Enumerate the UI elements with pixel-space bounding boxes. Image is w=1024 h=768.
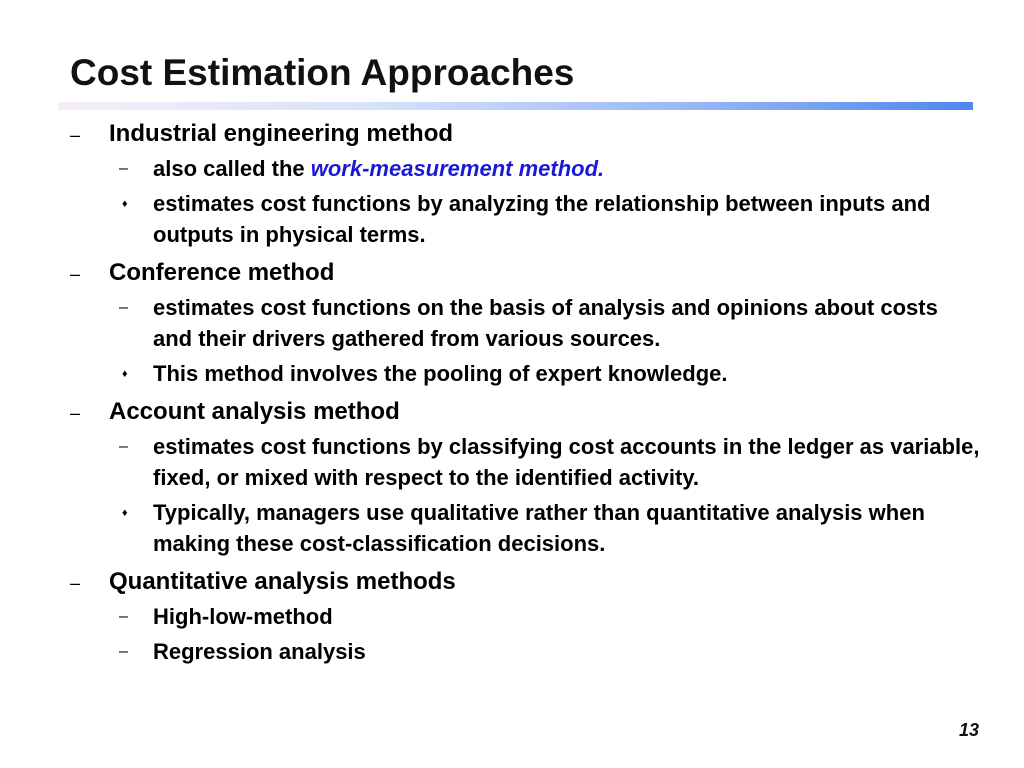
sub-bullet	[0, 153, 1000, 184]
title-divider	[58, 102, 973, 110]
dash-bullet-icon: –	[70, 125, 81, 145]
dash-bullet-icon: –	[119, 299, 128, 316]
sub-bullet	[0, 431, 1000, 493]
diamond-bullet-icon: ♦	[122, 368, 128, 380]
diamond-bullet-icon: ♦	[122, 507, 128, 519]
dash-bullet-icon: –	[119, 438, 128, 455]
sub-bullet-text: also called the	[153, 156, 311, 181]
sub-bullet-text: High-low-method	[153, 604, 333, 629]
sub-bullet-text: Typically, managers use qualitative rather than quantitative analysis when making these cost-classification decisions.	[153, 500, 925, 556]
sub-bullet	[0, 358, 1000, 389]
sub-bullet-text: estimates cost functions on the basis of analysis and opinions about costs and their drivers gathered from various sources.	[153, 295, 938, 351]
dash-bullet-icon: –	[119, 160, 128, 177]
bullet-conference-method	[0, 258, 1000, 288]
sub-bullet	[0, 188, 1000, 250]
dash-bullet-icon: –	[70, 403, 81, 423]
bullet-outline	[0, 119, 1000, 667]
sub-bullet	[0, 636, 1000, 667]
bullet-account-analysis-method	[0, 397, 1000, 427]
bullet-heading: Industrial engineering method	[109, 120, 454, 147]
dash-bullet-icon: –	[119, 608, 128, 625]
bullet-industrial-engineering-method	[0, 119, 1000, 149]
bullet-heading: Quantitative analysis methods	[109, 568, 456, 595]
emphasized-term: work-measurement method	[310, 156, 599, 181]
dash-bullet-icon: –	[70, 264, 81, 284]
slide-title: Cost Estimation Approaches	[70, 52, 575, 93]
page-number: 13	[958, 720, 979, 740]
bullet-quantitative-analysis-methods	[0, 567, 1000, 597]
emphasized-period: .	[598, 156, 605, 181]
sub-bullet	[0, 601, 1000, 632]
sub-bullet-text: estimates cost functions by classifying cost accounts in the ledger as variable, fixed, or mixed with respect to the identified activity.	[153, 434, 980, 490]
bullet-heading: Account analysis method	[109, 398, 400, 425]
dash-bullet-icon: –	[119, 643, 128, 660]
diamond-bullet-icon: ♦	[122, 198, 128, 210]
sub-bullet-text: This method involves the pooling of expert knowledge.	[153, 361, 728, 386]
sub-bullet-text: estimates cost functions by analyzing the relationship between inputs and outputs in physical terms.	[153, 191, 931, 247]
sub-bullet-text: Regression analysis	[153, 639, 366, 664]
sub-bullet	[0, 497, 1000, 559]
dash-bullet-icon: –	[70, 573, 81, 593]
bullet-heading: Conference method	[109, 259, 335, 286]
sub-bullet	[0, 292, 1000, 354]
